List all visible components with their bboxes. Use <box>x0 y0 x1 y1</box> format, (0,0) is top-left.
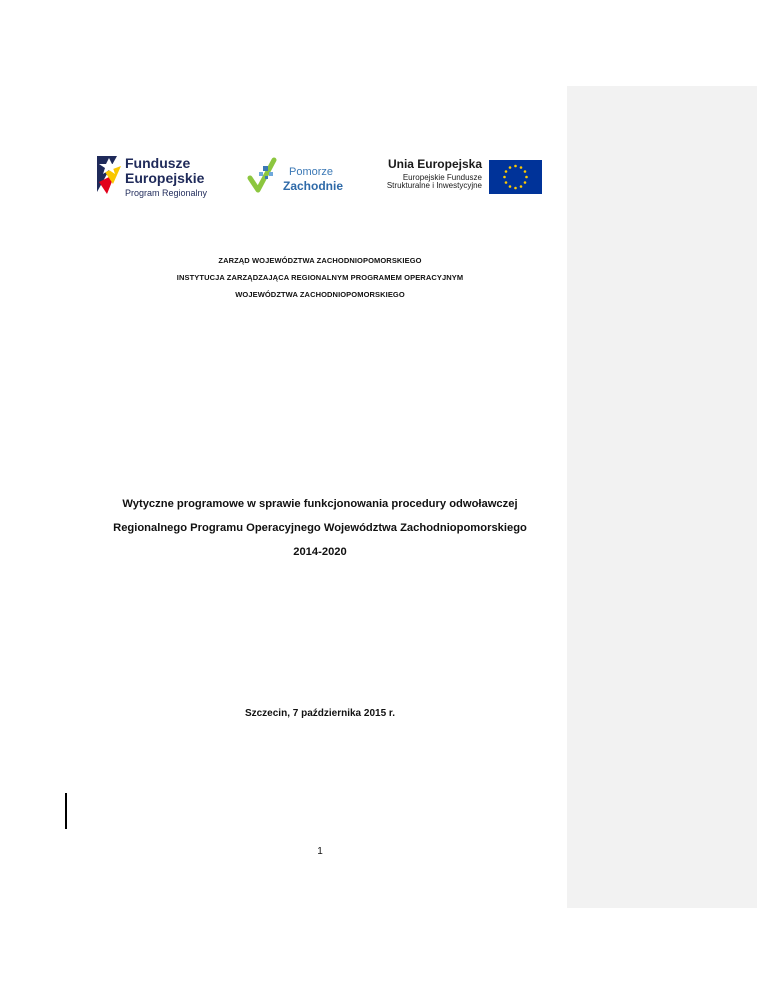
title-line-3: 2014-2020 <box>293 546 347 558</box>
heading-line-2: INSTYTUCJA ZARZĄDZAJĄCA REGIONALNYM PROGRAMEM OPERACYJNYM <box>176 273 464 282</box>
strukturalne-line: Strukturalne i Inwestycyjne <box>386 180 482 190</box>
europejskie-line: Europejskie <box>125 170 205 186</box>
pomorze-line: Pomorze <box>289 166 334 178</box>
heading-line-1: ZARZĄD WOJEWÓDZTWA ZACHODNIOPOMORSKIEGO <box>218 256 422 265</box>
eu-flag-icon <box>489 160 542 194</box>
zachodnie-line: Zachodnie <box>283 179 344 193</box>
pomorze-zachodnie-logo <box>247 154 367 200</box>
logo-strip <box>95 150 545 202</box>
comment-pane <box>567 86 757 908</box>
page-number: 1 <box>317 846 323 857</box>
unia-europejska-text <box>367 158 482 190</box>
heading-line-3: WOJEWÓDZTWA ZACHODNIOPOMORSKIEGO <box>235 290 405 299</box>
institution-heading <box>95 252 545 303</box>
title-line-2: Regionalnego Programu Operacyjnego Województwa Zachodniopomorskiego <box>113 522 527 534</box>
fundusze-europejskie-logo <box>95 152 245 200</box>
europejskie-fundusze-line: Europejskie Fundusze <box>402 172 482 182</box>
fundusze-line: Fundusze <box>125 155 191 171</box>
fundusze-europejskie-mark-icon <box>95 152 125 196</box>
title-line-1: Wytyczne programowe w sprawie funkcjonowania procedury odwoławczej <box>122 498 518 510</box>
change-bar <box>65 793 67 829</box>
program-regionalny-line: Program Regionalny <box>125 188 208 198</box>
pomorze-zachodnie-mark-icon <box>247 156 277 196</box>
place-date: Szczecin, 7 października 2015 r. <box>244 708 396 719</box>
unia-europejska-line: Unia Europejska <box>387 157 482 171</box>
document-title <box>70 492 570 564</box>
